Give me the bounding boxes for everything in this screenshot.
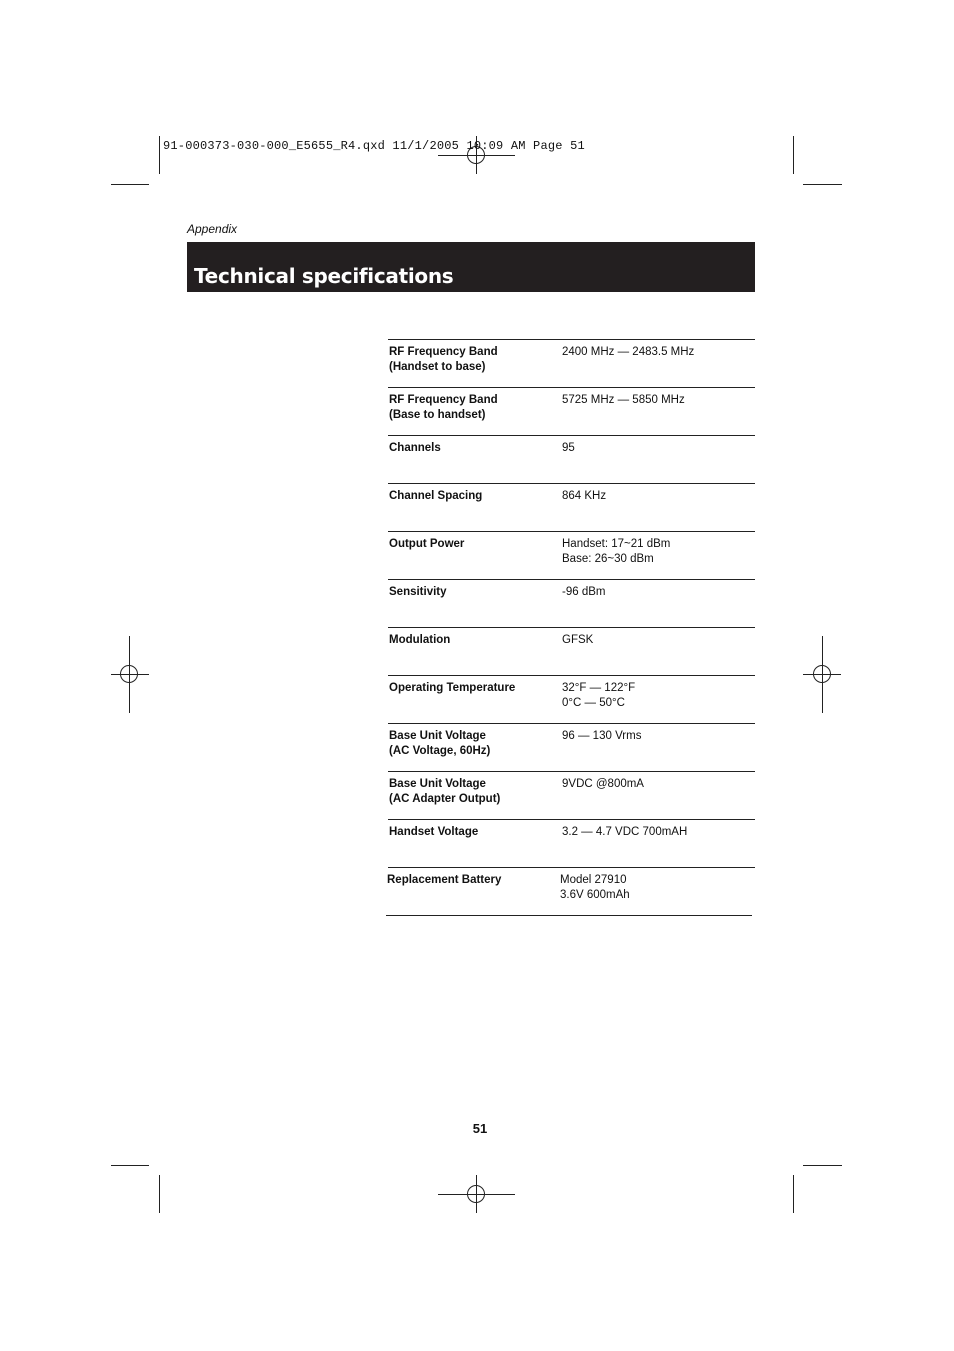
spec-label: Sensitivity (389, 586, 447, 598)
spec-label: Operating Temperature (389, 682, 516, 694)
spec-label: Replacement Battery (387, 874, 502, 886)
spec-label: Channels (389, 442, 441, 454)
page-number: 51 (472, 1121, 488, 1136)
spec-row (388, 724, 755, 772)
spec-value: 864 KHz (562, 490, 607, 502)
title-bar (187, 242, 755, 292)
crop-mark (159, 136, 160, 174)
spec-value: 9VDC @800mA (562, 778, 644, 790)
spec-row (388, 388, 755, 436)
spec-label: Modulation (389, 634, 451, 646)
crop-mark (803, 1165, 842, 1166)
crop-mark (803, 184, 842, 185)
spec-label: Channel Spacing (389, 490, 483, 502)
spec-label: RF Frequency Band (Base to handset) (389, 394, 498, 421)
crop-mark (111, 184, 149, 185)
print-slug-line: 91-000373-030-000_E5655_R4.qxd 11/1/2005 10:09 AM Page 51 (163, 139, 585, 153)
registration-circle (467, 1185, 485, 1203)
spec-row (388, 580, 755, 628)
spec-row (388, 436, 755, 484)
spec-label: Handset Voltage (389, 826, 479, 838)
spec-label: RF Frequency Band (Handset to base) (389, 346, 498, 373)
spec-value: 5725 MHz — 5850 MHz (562, 394, 685, 406)
spec-row (388, 820, 755, 868)
page-title: Technical specifications (194, 264, 454, 288)
spec-row (388, 340, 755, 388)
spec-value: 96 — 130 Vrms (562, 730, 642, 742)
spec-value: -96 dBm (562, 586, 606, 598)
spec-value: 3.2 — 4.7 VDC 700mAH (562, 826, 688, 838)
spec-value: Handset: 17~21 dBm Base: 26~30 dBm (562, 538, 671, 565)
spec-row (388, 628, 755, 676)
registration-circle (120, 665, 138, 683)
spec-table (388, 339, 755, 916)
spec-label: Output Power (389, 538, 465, 550)
crop-mark (111, 1165, 149, 1166)
section-label: Appendix (187, 222, 238, 236)
spec-row (388, 484, 755, 532)
spec-row (388, 772, 755, 820)
spec-value: Model 27910 3.6V 600mAh (560, 874, 630, 901)
spec-label: Base Unit Voltage (AC Adapter Output) (389, 778, 501, 805)
spec-value: 32°F — 122°F 0°C — 50°C (562, 682, 636, 709)
crop-mark (793, 1175, 794, 1213)
spec-row (388, 676, 755, 724)
spec-row (388, 532, 755, 580)
crop-mark (159, 1175, 160, 1213)
crop-mark (793, 136, 794, 174)
spec-value: 95 (562, 442, 575, 454)
spec-label: Base Unit Voltage (AC Voltage, 60Hz) (389, 730, 491, 757)
spec-value: 2400 MHz — 2483.5 MHz (562, 346, 695, 358)
registration-circle (813, 665, 831, 683)
spec-row (386, 868, 752, 916)
spec-value: GFSK (562, 634, 594, 646)
